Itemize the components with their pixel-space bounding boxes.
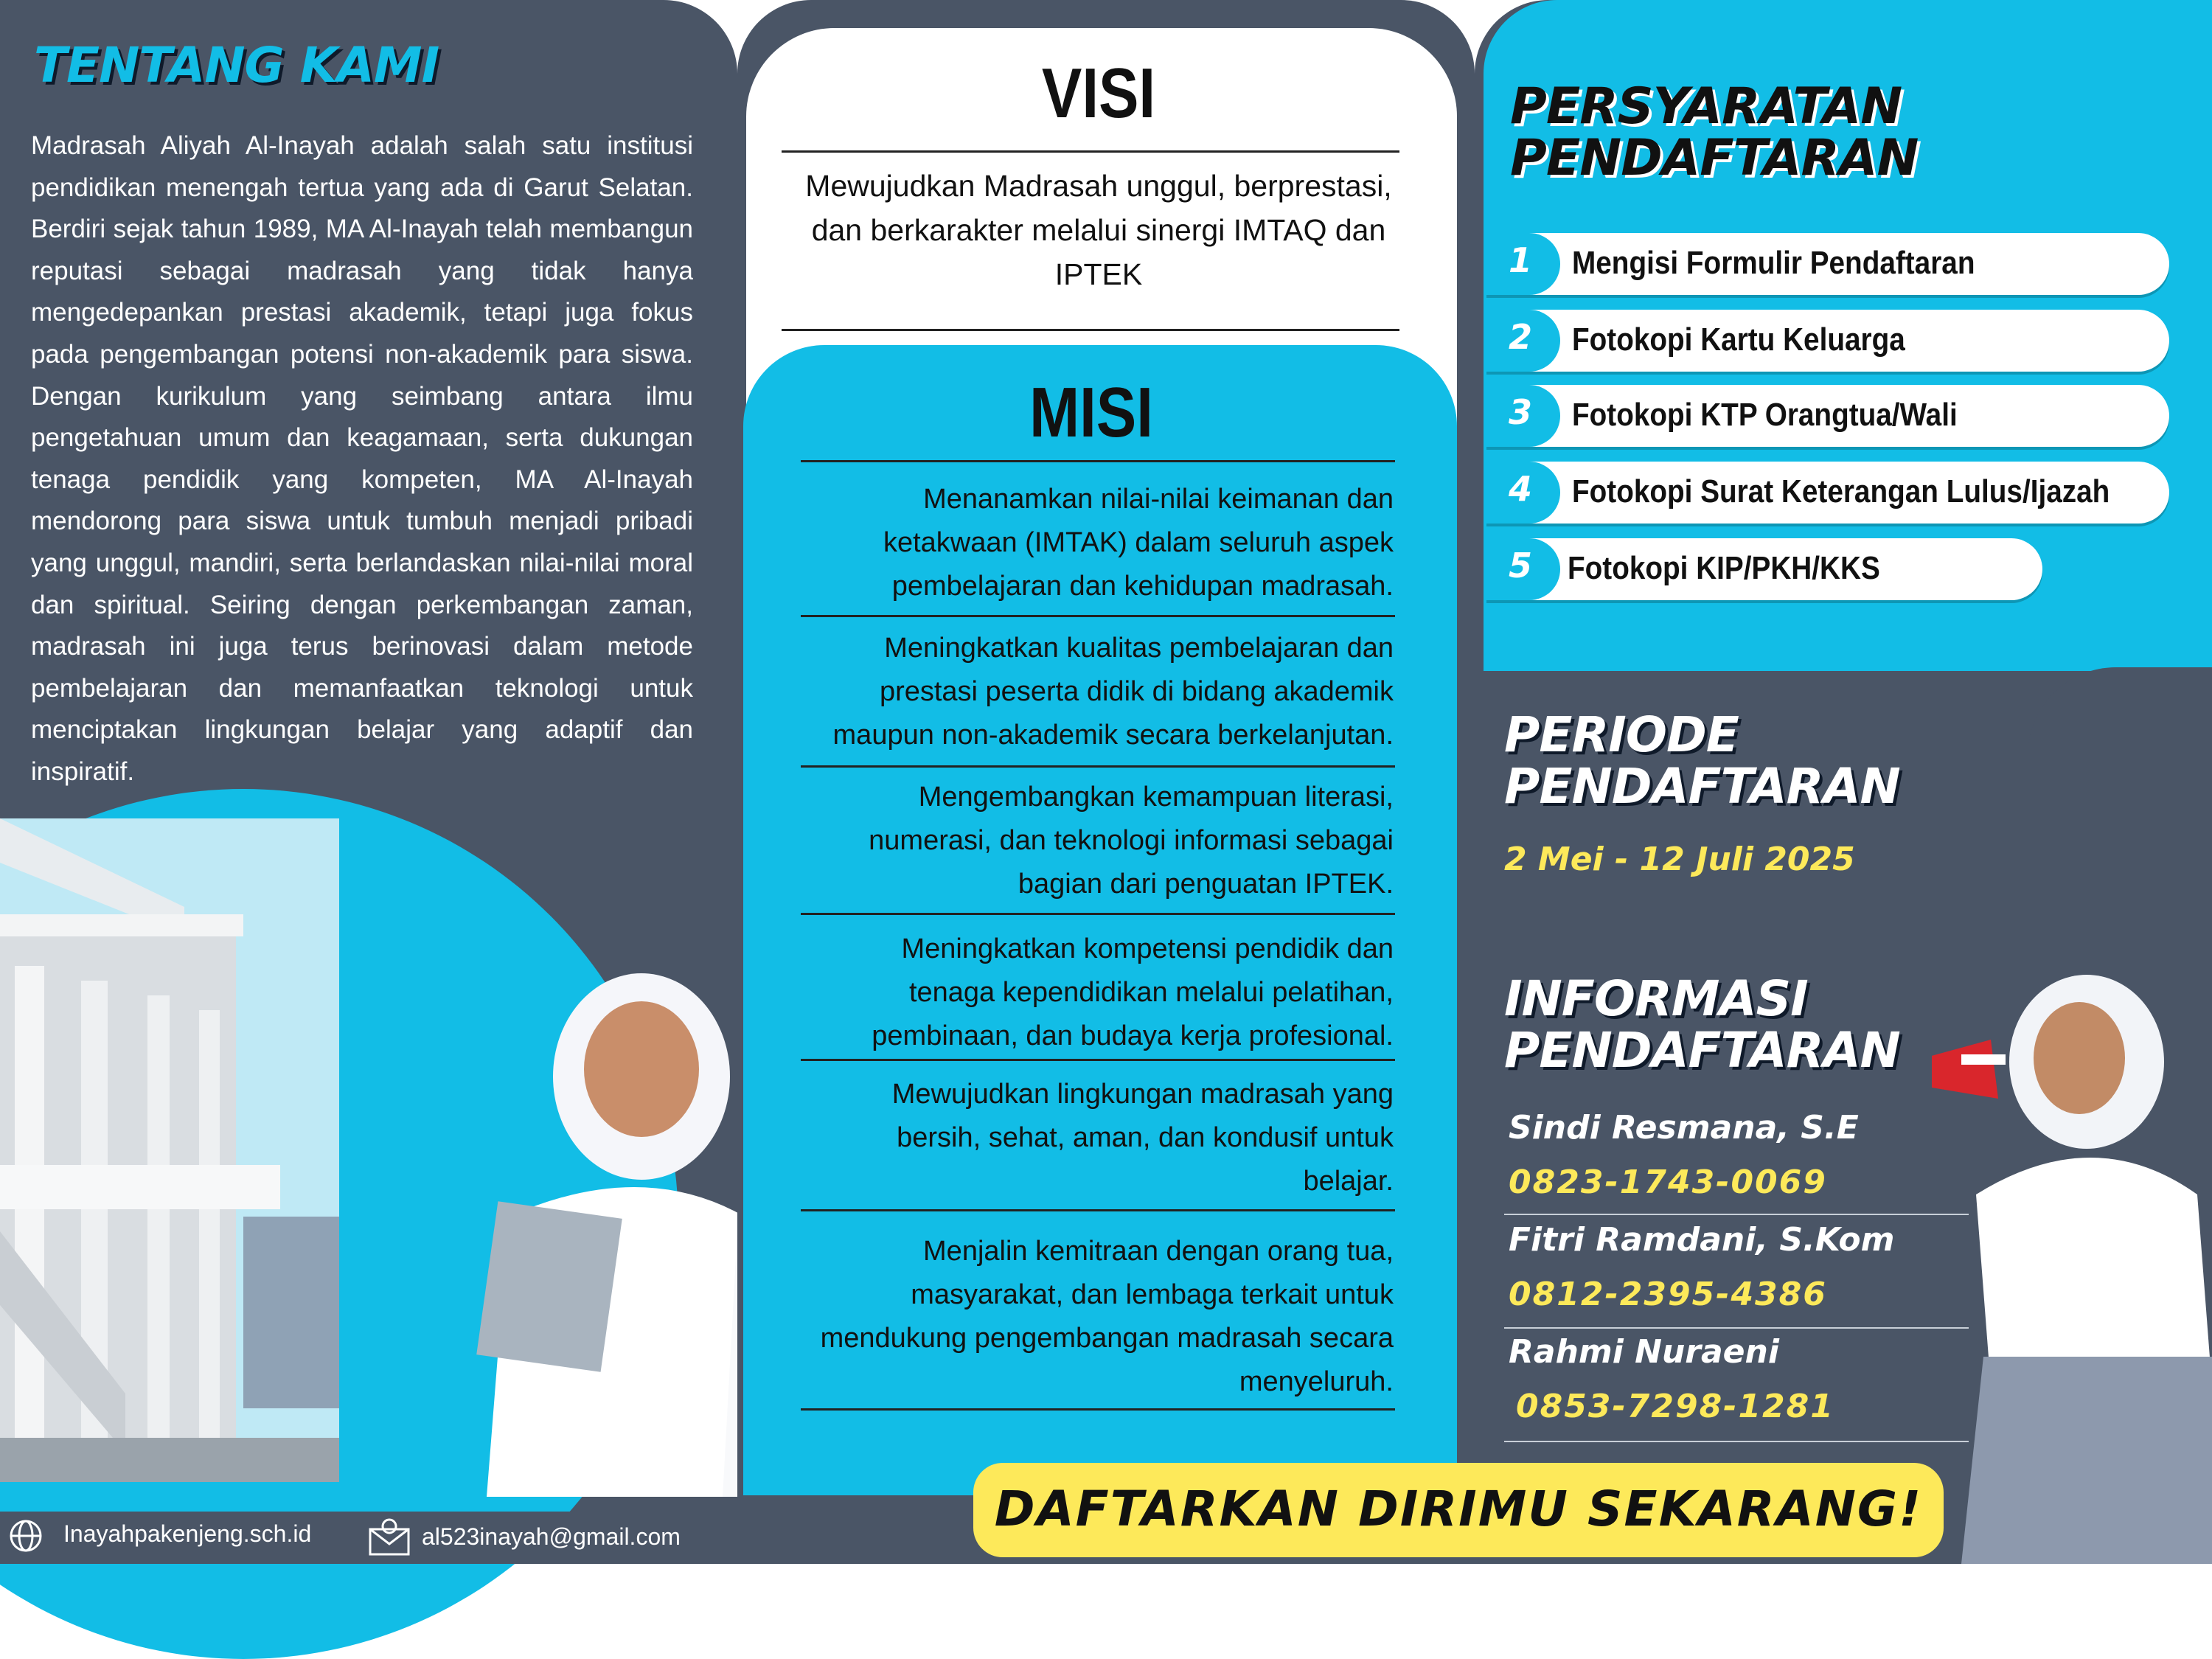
visi-text: Mewujudkan Madrasah unggul, berprestasi, dan berkarakter melalui sinergi IMTAQ dan IPTEK: [805, 169, 1392, 291]
divider: [801, 1059, 1395, 1061]
requirements-title: [1510, 77, 1919, 187]
requirement-label: Mengisi Formulir Pendaftaran: [1572, 245, 1975, 281]
divider: [782, 329, 1399, 331]
misi-item: Meningkatkan kualitas pembelajaran dan prestasi peserta didik di bidang akademik maupun non-akademik secara berkelanjutan.: [832, 633, 1394, 751]
divider: [801, 1408, 1395, 1411]
contact-phone[interactable]: 0823-1743-0069: [1509, 1164, 1827, 1201]
register-now-label: DAFTARKAN DIRIMU SEKARANG!: [994, 1481, 1923, 1537]
email-icon: [367, 1516, 411, 1557]
divider: [801, 913, 1395, 915]
info-title-line: INFORMASI: [1504, 970, 1808, 1027]
requirement-number: 2: [1509, 317, 1533, 357]
contact-name: Rahmi Nuraeni: [1509, 1333, 1779, 1371]
contact-phone[interactable]: 0853-7298-1281: [1516, 1388, 1834, 1425]
period-title-line: PENDAFTARAN: [1504, 758, 1900, 815]
requirement-number: 3: [1509, 392, 1533, 432]
contact-name: Fitri Ramdani, S.Kom: [1509, 1221, 1895, 1259]
misi-item: Menjalin kemitraan dengan orang tua, masyarakat, dan lembaga terkait untuk mendukung pengembangan madrasah secara menyeluruh.: [820, 1236, 1394, 1397]
period-title-line: PERIODE: [1504, 706, 1739, 763]
divider: [1504, 1214, 1969, 1215]
about-title: TENTANG KAMI: [34, 37, 439, 94]
contact-phone[interactable]: 0812-2395-4386: [1509, 1276, 1827, 1313]
visi-title: VISI: [1041, 54, 1156, 133]
about-body: Madrasah Aliyah Al-Inayah adalah salah satu institusi pendidikan menengah tertua yang ada di Garut Selatan. Berdiri sejak tahun 1989, MA Al-Inayah telah membangun reputasi sebagai madrasah yang tidak hanya mengedepankan prestasi akademik, tetapi juga fokus pada pengembangan potensi non-akademik para siswa. Dengan kurikulum yang seimbang antara ilmu pengetahuan umum dan keagamaan, serta dukungan tenaga pendidik yang kompeten, MA Al-Inayah mendorong para siswa untuk tumbuh menjadi pribadi yang unggul, mandiri, serta berlandaskan nilai-nilai moral dan spiritual. Seiring dengan perkembangan zaman, madrasah ini juga terus berinovasi dalam metode pembelajaran dan memanfaatkan teknologi untuk menciptakan lingkungan belajar yang adaptif dan inspiratif.: [31, 131, 693, 786]
misi-item: Menanamkan nilai-nilai keimanan dan ketakwaan (IMTAK) dalam seluruh aspek pembelajaran dan kehidupan madrasah.: [883, 484, 1394, 602]
email-link[interactable]: al523inayah@gmail.com: [422, 1523, 681, 1550]
requirements-title-line: PENDAFTARAN: [1510, 129, 1919, 187]
divider: [782, 150, 1399, 153]
website-link[interactable]: Inayahpakenjeng.sch.id: [63, 1520, 312, 1547]
requirements-title-line: PERSYARATAN: [1510, 77, 1902, 136]
info-title-line: PENDAFTARAN: [1504, 1022, 1900, 1079]
requirement-number: 1: [1509, 240, 1533, 280]
requirement-label: Fotokopi KIP/PKH/KKS: [1568, 550, 1880, 586]
divider: [801, 460, 1395, 462]
misi-item: Mewujudkan lingkungan madrasah yang bersih, sehat, aman, dan kondusif untuk belajar.: [891, 1079, 1394, 1197]
period-title: [1504, 706, 1900, 815]
contact-name: Sindi Resmana, S.E: [1509, 1109, 1859, 1147]
requirement-number: 5: [1509, 546, 1533, 585]
misi-item: Mengembangkan kemampuan literasi, numerasi, dan teknologi informasi sebagai bagian dari penguatan IPTEK.: [869, 782, 1394, 900]
divider: [801, 765, 1395, 768]
globe-icon: [7, 1517, 44, 1554]
divider: [801, 615, 1395, 617]
info-title: [1504, 970, 1900, 1079]
requirement-number: 4: [1509, 469, 1533, 509]
requirement-label: Fotokopi KTP Orangtua/Wali: [1572, 397, 1958, 433]
student-megaphone-photo: [1932, 973, 2212, 1564]
divider: [1504, 1441, 1969, 1442]
divider: [1504, 1327, 1969, 1329]
requirement-label: Fotokopi Surat Keterangan Lulus/Ijazah: [1572, 473, 2110, 509]
misi-item: Meningkatkan kompetensi pendidik dan tenaga kependidikan melalui pelatihan, pembinaan, dan budaya kerja profesional.: [872, 933, 1394, 1051]
period-dates: 2 Mei - 12 Juli 2025: [1504, 841, 1855, 878]
school-building-image: [0, 818, 339, 1482]
misi-title: MISI: [1029, 373, 1153, 452]
divider: [801, 1209, 1395, 1211]
requirement-label: Fotokopi Kartu Keluarga: [1572, 321, 1905, 358]
